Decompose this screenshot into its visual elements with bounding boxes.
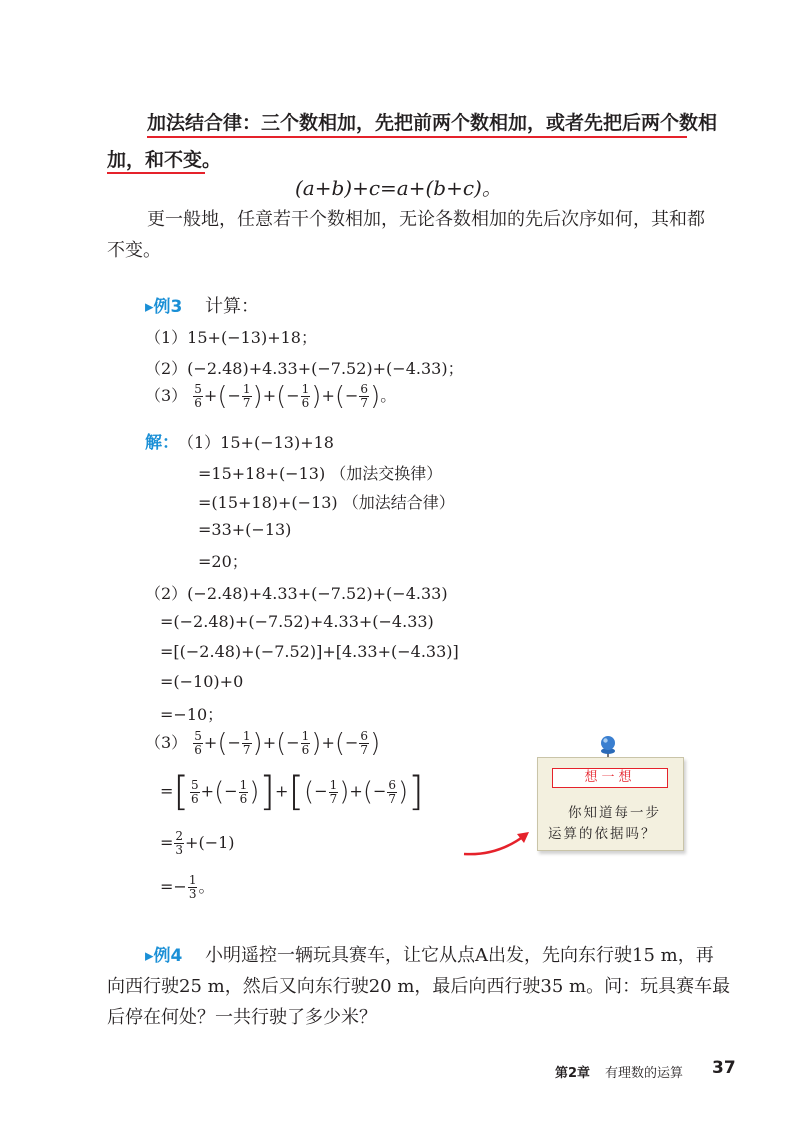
solution-2-line-1: （2）(−2.48)+4.33+(−7.52)+(−4.33) [145,584,448,603]
solution-2-line-5: =−10； [160,705,224,724]
note-line-1: 你知道每一步 [568,805,661,821]
curved-arrow-icon [462,828,534,860]
fraction: $\frac{1}{7}$ [242,382,251,410]
solution-3-line-1: （3） $\frac{5}{6}$ +(− $\frac{1}{7}$ )+(− $\frac{1}{6}$ )+(− $\frac{6}{7}$ ) [145,728,381,759]
footer-chapter: 第2章 [555,1066,591,1081]
example-4-label: ▸例4 [145,946,183,966]
example-3-prompt: 计算： [205,296,259,317]
fraction: $\frac{6}{7}$ [360,382,369,410]
fraction: $\frac{6}{7}$ [388,777,397,806]
example-4-line-3: 后停在何处？一共行驶了多少米？ [107,1007,377,1028]
s3-prefix: （3） [145,733,188,752]
solution-1-line-2: =15+18+(−13) （加法交换律） [198,464,443,483]
general-line-2: 不变。 [107,240,161,261]
page-number: 37 [712,1058,736,1078]
solution-3-line-2: =[ $\frac{5}{6}$ +(− $\frac{1}{6}$ )]+[(− $\frac{1}{7}$ )+(− $\frac{6}{7}$ )] [160,769,424,815]
example-3-q1: （1）15+(−13)+18； [145,328,317,347]
fraction: $\frac{5}{6}$ [191,777,199,806]
example-4-line-2: 向西行驶25 m，然后又向东行驶20 m，最后向西行驶35 m。问：玩具赛车最 [107,976,731,997]
solution-2-line-3: =[(−2.48)+(−7.52)]+[4.33+(−4.33)] [160,642,459,661]
fraction: $\frac{2}{3}$ [175,829,184,857]
fraction: $\frac{1}{6}$ [301,382,310,410]
general-line-1: 更一般地，任意若干个数相加，无论各数相加的先后次序如何，其和都 [147,209,705,230]
q3-prefix: （3） [145,386,188,405]
fraction: $\frac{1}{7}$ [242,729,251,757]
note-line-2: 运算的依据吗？ [548,826,657,842]
example-4-line-1: 小明遥控一辆玩具赛车，让它从点A出发，先向东行驶15 m，再 [205,945,714,966]
law-underline-1 [147,136,687,138]
solution-3-line-3: = $\frac{2}{3}$ +(−1) [160,829,235,857]
law-line-2: 加，和不变。 [107,149,222,171]
solution-1-line-3: =(15+18)+(−13) （加法结合律） [198,493,455,512]
fraction: $\frac{5}{6}$ [194,382,202,410]
law-line-1: 加法结合律：三个数相加，先把前两个数相加，或者先把后两个数相 [147,112,718,134]
fraction: $\frac{1}{6}$ [301,729,310,757]
note-title: 想一想 [552,768,668,788]
fraction: $\frac{6}{7}$ [360,729,369,757]
solution-1-line-5: =20； [198,552,248,571]
think-note [537,757,684,851]
solution-2-line-4: =(−10)+0 [160,672,244,691]
solution-label: 解： [145,433,179,453]
footer-title: 有理数的运算 [605,1066,684,1081]
example-3-q3: （3） $\frac{5}{6}$ +(− $\frac{1}{7}$ )+(− $\frac{1}{6}$ )+(− $\frac{6}{7}$ )。 [145,381,397,412]
solution-1-line-4: =33+(−13) [198,520,292,539]
solution-1-line-1: （1）15+(−13)+18 [178,433,334,452]
example-3-label: ▸例3 [145,297,183,317]
law-formula: (a+b)+c=a+(b+c)。 [295,176,502,200]
fraction: $\frac{1}{3}$ [188,873,197,901]
fraction: $\frac{1}{7}$ [329,777,338,806]
fraction: $\frac{5}{6}$ [194,729,202,757]
example-3-q2: （2）(−2.48)+4.33+(−7.52)+(−4.33)； [145,359,464,378]
law-underline-2 [107,172,205,174]
fraction: $\frac{1}{6}$ [239,777,248,806]
solution-2-line-2: =(−2.48)+(−7.52)+4.33+(−4.33) [160,612,434,631]
solution-3-line-4: =− $\frac{1}{3}$ 。 [160,873,215,901]
